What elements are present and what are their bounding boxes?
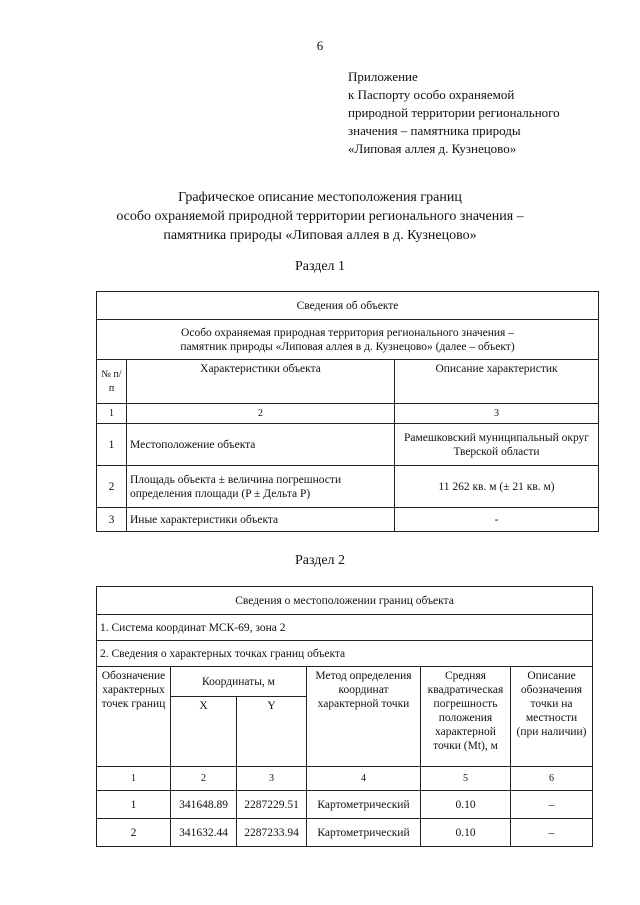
point-y: 2287233.94 — [237, 819, 307, 847]
col-header-number: № п/п — [97, 360, 127, 404]
row-description: 11 262 кв. м (± 21 кв. м) — [395, 466, 599, 508]
table-header: Сведения об объекте — [97, 292, 599, 320]
point-id: 1 — [97, 791, 171, 819]
row-number: 2 — [97, 466, 127, 508]
object-info-table — [96, 291, 599, 532]
appendix-block — [348, 68, 560, 158]
col-header-characteristic: Характеристики объекта — [127, 360, 395, 404]
section1-title: Раздел 1 — [294, 259, 346, 274]
points-header: 2. Сведения о характерных точках границ объекта — [97, 641, 593, 667]
point-x: 341632.44 — [171, 819, 237, 847]
table-row — [97, 466, 599, 508]
col-number: 4 — [307, 767, 421, 791]
object-description — [97, 320, 599, 360]
col-number: 2 — [171, 767, 237, 791]
col-number: 1 — [97, 767, 171, 791]
table-row — [97, 819, 593, 847]
table-row — [97, 424, 599, 466]
col-header-accuracy: Средняя квадратическая погрешность положения характерной точки (Mt), м — [421, 667, 511, 767]
point-description: – — [511, 819, 593, 847]
point-description: – — [511, 791, 593, 819]
row-number: 1 — [97, 424, 127, 466]
col-number: 5 — [421, 767, 511, 791]
col-header-coordinates: Координаты, м — [171, 667, 307, 697]
col-header-y: Y — [237, 697, 307, 767]
object-line: Особо охраняемая природная территория регионального значения – — [181, 326, 514, 339]
row-characteristic: Площадь объекта ± величина погрешности определения площади (P ± Дельта P) — [127, 466, 395, 508]
object-line: памятник природы «Липовая аллея в д. Кузнецово» (далее – объект) — [180, 340, 515, 353]
col-number: 3 — [395, 404, 599, 424]
title-line: Графическое описание местоположения границ — [178, 190, 462, 205]
point-y: 2287229.51 — [237, 791, 307, 819]
document-title — [0, 188, 640, 245]
appendix-line: «Липовая аллея д. Кузнецово» — [348, 141, 517, 156]
table-header: Сведения о местоположении границ объекта — [97, 587, 593, 615]
col-number: 1 — [97, 404, 127, 424]
col-number: 3 — [237, 767, 307, 791]
table-row — [97, 508, 599, 532]
point-id: 2 — [97, 819, 171, 847]
coordinate-system: 1. Система координат МСК-69, зона 2 — [97, 615, 593, 641]
row-description: - — [395, 508, 599, 532]
row-characteristic: Местоположение объекта — [127, 424, 395, 466]
col-header-description: Описание характеристик — [395, 360, 599, 404]
appendix-line: к Паспорту особо охраняемой — [348, 87, 515, 102]
point-method: Картометрический — [307, 819, 421, 847]
row-number: 3 — [97, 508, 127, 532]
page-number: 6 — [316, 38, 324, 53]
point-method: Картометрический — [307, 791, 421, 819]
appendix-line: Приложение — [348, 69, 418, 84]
table-row — [97, 791, 593, 819]
appendix-line: природной территории регионального — [348, 105, 560, 120]
title-line: памятника природы «Липовая аллея в д. Кузнецово» — [163, 228, 477, 243]
col-header-point-description: Описание обозначения точки на местности (при наличии) — [511, 667, 593, 767]
boundary-points-table — [96, 586, 593, 847]
col-header-x: X — [171, 697, 237, 767]
row-description: Рамешковский муниципальный округ Тверской области — [395, 424, 599, 466]
title-line: особо охраняемой природной территории регионального значения – — [116, 209, 524, 224]
col-header-method: Метод определения координат характерной точки — [307, 667, 421, 767]
col-number: 2 — [127, 404, 395, 424]
point-mt: 0.10 — [421, 791, 511, 819]
point-mt: 0.10 — [421, 819, 511, 847]
row-characteristic: Иные характеристики объекта — [127, 508, 395, 532]
section2-title: Раздел 2 — [294, 553, 346, 568]
col-number: 6 — [511, 767, 593, 791]
col-header-designation: Обозначение характерных точек границ — [97, 667, 171, 767]
appendix-line: значения – памятника природы — [348, 123, 521, 138]
point-x: 341648.89 — [171, 791, 237, 819]
